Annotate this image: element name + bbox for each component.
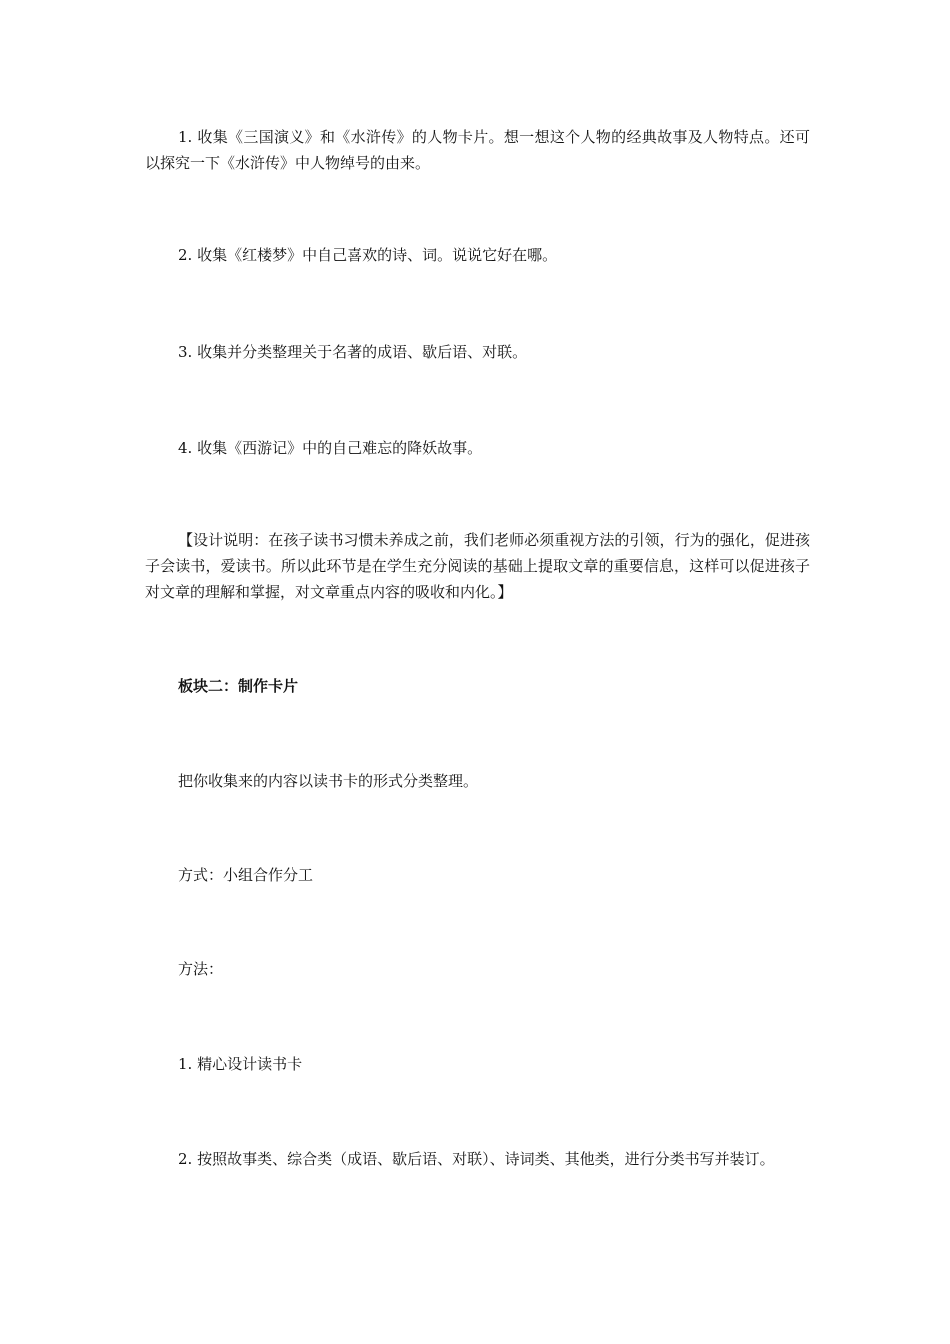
paragraph-organize: 把你收集来的内容以读书卡的形式分类整理。	[178, 772, 479, 790]
paragraph-design-note: 【设计说明：在孩子读书习惯未养成之前，我们老师必须重视方法的引领，行为的强化，促进孩子会读书，爱读书。所以此环节是在学生充分阅读的基础上提取文章的重要信息，这样可以促进孩子对文章的理解和掌握，对文章重点内容的吸收和内化。】	[145, 531, 810, 601]
paragraph-collect-poems: 2. 收集《红楼梦》中自己喜欢的诗、词。说说它好在哪。	[178, 246, 558, 264]
paragraph-mode: 方式：小组合作分工	[178, 866, 314, 884]
paragraph-method-2: 2. 按照故事类、综合类（成语、歇后语、对联）、诗词类、其他类，进行分类书写并装订。	[178, 1150, 775, 1168]
paragraph-collect-idioms: 3. 收集并分类整理关于名著的成语、歇后语、对联。	[178, 343, 528, 361]
paragraph-collect-stories: 4. 收集《西游记》中的自己难忘的降妖故事。	[178, 439, 483, 457]
paragraph-collect-character-cards: 1. 收集《三国演义》和《水浒传》的人物卡片。想一想这个人物的经典故事及人物特点。还可以探究一下《水浒传》中人物绰号的由来。	[145, 128, 810, 172]
paragraph-method-label: 方法：	[178, 960, 224, 978]
paragraph-method-1: 1. 精心设计读书卡	[178, 1055, 303, 1073]
section-heading: 板块二：制作卡片	[178, 677, 299, 695]
